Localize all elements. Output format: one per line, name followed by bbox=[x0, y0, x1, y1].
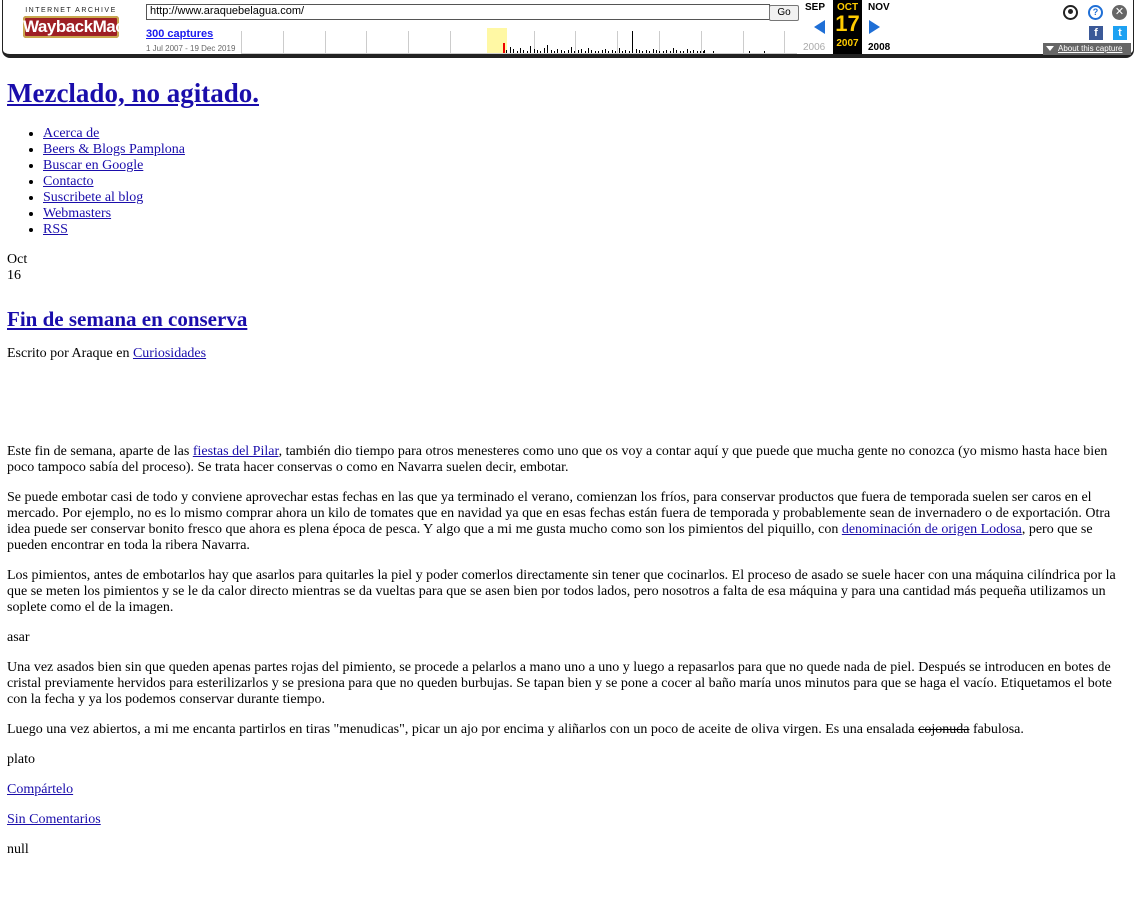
sparkline-year-tick bbox=[659, 31, 660, 53]
archived-page bbox=[7, 76, 1131, 872]
about-capture-button[interactable] bbox=[1043, 43, 1131, 55]
sparkline-year-tick bbox=[408, 31, 409, 53]
nav-link-beers-blogs[interactable]: Beers & Blogs Pamplona bbox=[43, 142, 185, 157]
sparkline-bar bbox=[574, 51, 575, 53]
sparkline-bar bbox=[564, 51, 565, 53]
sparkline-bar bbox=[588, 48, 589, 53]
null-text: null bbox=[7, 842, 29, 857]
sparkline-bar bbox=[568, 50, 569, 53]
help-icon[interactable]: ? bbox=[1088, 5, 1103, 20]
nav-item-buscar-google bbox=[43, 158, 1131, 174]
sparkline-bar bbox=[622, 51, 623, 53]
sparkline-bar bbox=[523, 50, 524, 53]
paragraph-4: Una vez asados bien sin que queden apenas partes rojas del pimiento, se procede a pelarlos a mano uno a uno y luego a repasarlos para que no quede nada de piel. Después se introducen en botes de cristal previamente hervidos para esterilizarlos y se presiona para que no queden burbujas. Se tapan bien y se pone a cocer al baño maría unos minutos para que se haga el vacío. Etiquetamos el bote con la fecha y ya los podemos conservar durante tiempo. bbox=[7, 660, 1112, 707]
p5-text-b: fabulosa. bbox=[969, 722, 1024, 737]
sparkline-bar bbox=[646, 50, 647, 53]
sparkline-bar bbox=[591, 50, 592, 53]
site-nav bbox=[7, 126, 1131, 238]
sparkline-year-tick bbox=[450, 31, 451, 53]
sparkline-year-tick bbox=[575, 31, 576, 53]
sparkline-bar bbox=[615, 51, 616, 53]
post-title bbox=[7, 306, 1131, 332]
nav-link-suscribete[interactable]: Suscribete al blog bbox=[43, 190, 144, 205]
current-month-label: OCT bbox=[836, 2, 859, 13]
sparkline-year-tick bbox=[366, 31, 367, 53]
paragraph-5 bbox=[7, 722, 1131, 738]
broken-image-asar bbox=[7, 630, 1131, 646]
sparkline-bar bbox=[670, 51, 671, 53]
sparkline-bar bbox=[534, 49, 535, 53]
sparkline-bar bbox=[520, 48, 521, 53]
next-capture-arrow-icon[interactable] bbox=[869, 20, 880, 34]
sparkline-bar bbox=[703, 51, 704, 53]
nav-item-contacto bbox=[43, 174, 1131, 190]
sparkline-bar bbox=[632, 31, 633, 53]
sparkline-bar bbox=[690, 51, 691, 53]
sparkline-bar bbox=[619, 48, 620, 53]
sparkline-bar bbox=[676, 50, 677, 53]
captures-range: 1 Jul 2007 - 19 Dec 2019 bbox=[146, 44, 236, 53]
nav-item-suscribete bbox=[43, 190, 1131, 206]
prev-year-label[interactable]: 2006 bbox=[803, 42, 826, 53]
sparkline-bar bbox=[571, 47, 572, 53]
sparkline-year-tick bbox=[283, 31, 284, 53]
post-title-link[interactable]: Fin de semana en conserva bbox=[7, 307, 248, 331]
comments-link[interactable]: Sin Comentarios bbox=[7, 812, 101, 827]
current-year-label: 2007 bbox=[836, 38, 859, 49]
sparkline-bar bbox=[595, 51, 596, 53]
next-year-label[interactable]: 2008 bbox=[868, 42, 891, 53]
post-body bbox=[7, 444, 1131, 858]
site-title-link[interactable]: Mezclado, no agitado. bbox=[7, 78, 259, 108]
broken-image-plato bbox=[7, 752, 1131, 768]
sparkline-bar bbox=[636, 49, 637, 53]
captures-sparkline[interactable] bbox=[241, 28, 797, 54]
sparkline-bar bbox=[581, 49, 582, 53]
next-month-label[interactable]: NOV bbox=[868, 2, 890, 13]
sparkline-bar bbox=[642, 51, 643, 53]
sparkline-bar bbox=[530, 46, 531, 53]
nav-item-webmasters bbox=[43, 206, 1131, 222]
sparkline-year-tick bbox=[241, 31, 242, 53]
nav-item-rss bbox=[43, 222, 1131, 238]
nav-link-rss[interactable]: RSS bbox=[43, 222, 68, 237]
p1-text-b: , también dio tiempo para otros menesteres como uno que os voy a contar aquí y que puede que mucha gente no conozca (yo mismo hasta hace bien poco tampoco sabía del proceso). Se trata hacer conservas o como en Navarra suelen decir, embotar. bbox=[7, 444, 1108, 475]
current-day-label: 17 bbox=[835, 11, 860, 36]
p5-strike: cojonuda bbox=[918, 722, 970, 737]
p5-text-a: Luego una vez abiertos, a mi me encanta partirlos en tiras "menudicas", picar un ajo por encima y aliñarlos con un poco de aceite de oliva virgen. Es una ensalada bbox=[7, 722, 919, 737]
sparkline-bar bbox=[602, 50, 603, 53]
sparkline-bar bbox=[663, 51, 664, 53]
sparkline-year-tick bbox=[701, 31, 702, 53]
paragraph-3: Los pimientos, antes de embotarlos hay que asarlos para quitarles la piel y poder comerlos directamente sin tener que cocinarlos. El proceso de asado se suele hacer con una máquina cilíndrica por la que se meten los pimientos y se le da calor directo mientras se da vueltas para que se asen bien por todos lados, pero nosotros a falta de esa máquina y para una cantidad más pequeña utilizamos un soplete como el de la imagen. bbox=[7, 568, 1116, 615]
nav-item-acerca bbox=[43, 126, 1131, 142]
p2-text-a: Se puede embotar casi de todo y conviene aprovechar estas fechas en las que ya terminado el verano, comienzan los fríos, para conservar productos que fuera de temporada suelen ser caros en el mercado. Por ejemplo, no es lo mismo comprar ahora un kilo de tomates que en navidad ya que en esas fechas están fuera de temporada y probablemente sean de invernadero o de exportación. Otra idea puede ser conservar bonito fresco que ahora es plena época de pesca. Y algo que a mi me gusta mucho como son los pimientos del piquillo, con bbox=[7, 490, 1111, 537]
nav-link-acerca[interactable]: Acerca de bbox=[43, 126, 100, 141]
sparkline-bar bbox=[693, 50, 694, 53]
sparkline-bar bbox=[517, 51, 518, 53]
go-button[interactable]: Go bbox=[769, 5, 799, 21]
sparkline-bar bbox=[697, 51, 698, 53]
post-date-day: 16 bbox=[7, 268, 21, 283]
sparkline-bar bbox=[554, 51, 555, 53]
nav-link-webmasters[interactable]: Webmasters bbox=[43, 206, 112, 221]
image-alt-asar: asar bbox=[7, 630, 30, 645]
sparkline-bar bbox=[544, 48, 545, 53]
sparkline-bar bbox=[659, 51, 660, 53]
sparkline-year-tick bbox=[743, 31, 744, 53]
sparkline-bar bbox=[551, 50, 552, 53]
sparkline-bar bbox=[649, 51, 650, 53]
byline-prefix: Escrito por Araque en bbox=[7, 346, 133, 361]
image-alt-plato: plato bbox=[7, 752, 35, 767]
sparkline-bar bbox=[700, 51, 701, 53]
sparkline-bar bbox=[656, 50, 657, 53]
sparkline-bar bbox=[605, 49, 606, 53]
comments-paragraph bbox=[7, 812, 1131, 828]
prev-capture-arrow-icon[interactable] bbox=[814, 20, 825, 34]
prev-month-label[interactable]: SEP bbox=[805, 2, 826, 13]
sparkline-bar bbox=[537, 50, 538, 53]
sparkline-bar bbox=[540, 51, 541, 53]
sparkline-bar bbox=[547, 45, 548, 53]
share-paragraph bbox=[7, 782, 1131, 798]
caret-down-icon bbox=[1046, 46, 1054, 51]
sparkline-bar bbox=[653, 49, 654, 53]
sparkline-bar bbox=[629, 51, 630, 53]
post-date-month: Oct bbox=[7, 252, 28, 267]
category-link[interactable]: Curiosidades bbox=[132, 346, 207, 361]
sparkline-bar bbox=[749, 51, 750, 53]
paragraph-2 bbox=[7, 490, 1131, 554]
sparkline-bar bbox=[683, 51, 684, 53]
sparkline-bar bbox=[557, 49, 558, 53]
wayback-toolbar bbox=[2, 0, 1134, 58]
sparkline-bar bbox=[666, 50, 667, 53]
sparkline-bar bbox=[764, 51, 765, 53]
post-byline bbox=[7, 346, 1131, 362]
twitter-icon[interactable]: t bbox=[1113, 26, 1127, 40]
fiestas-pilar-link[interactable]: fiestas del Pilar bbox=[192, 444, 279, 459]
p1-text-a: Este fin de semana, aparte de las bbox=[7, 444, 193, 459]
sparkline-bar bbox=[608, 51, 609, 53]
denominacion-origen-link[interactable]: denominación de origen Lodosa bbox=[841, 522, 1022, 537]
p2-text-b: , pero que se pueden encontrar en toda la ribera Navarra. bbox=[7, 522, 1093, 553]
logo-main-text: WaybackMachine bbox=[23, 17, 158, 36]
sparkline-bar bbox=[713, 51, 714, 53]
captures-link[interactable]: 300 captures bbox=[146, 28, 214, 40]
sparkline-bar bbox=[598, 51, 599, 53]
sparkline-bar bbox=[673, 48, 674, 53]
sparkline-bar bbox=[612, 50, 613, 53]
sparkline-bar bbox=[506, 50, 507, 53]
sparkline-bar bbox=[561, 50, 562, 53]
sparkline-bar bbox=[527, 51, 528, 53]
user-icon[interactable] bbox=[1063, 5, 1078, 20]
about-capture-label: About this capture bbox=[1058, 44, 1123, 53]
paragraph-1 bbox=[7, 444, 1131, 476]
wayback-logo[interactable] bbox=[23, 7, 158, 47]
facebook-icon[interactable]: f bbox=[1089, 26, 1103, 40]
sparkline-bar bbox=[578, 50, 579, 53]
current-date-column bbox=[833, 0, 862, 54]
sparkline-bar bbox=[513, 49, 514, 53]
sparkline-bar bbox=[687, 49, 688, 53]
site-title bbox=[7, 76, 1131, 110]
sparkline-current-capture bbox=[503, 43, 505, 53]
sparkline-year-tick bbox=[325, 31, 326, 53]
nav-item-beers-blogs bbox=[43, 142, 1131, 158]
sparkline-bar bbox=[639, 50, 640, 53]
sparkline-bar bbox=[625, 50, 626, 53]
close-icon[interactable]: ✕ bbox=[1112, 5, 1127, 20]
sparkline-bar bbox=[585, 51, 586, 53]
logo-top-text: INTERNET ARCHIVE bbox=[25, 7, 117, 14]
nav-link-buscar-google[interactable]: Buscar en Google bbox=[43, 158, 144, 173]
sparkline-year-tick bbox=[784, 31, 785, 53]
sparkline-bar bbox=[510, 47, 511, 53]
post-date bbox=[7, 252, 1131, 284]
sparkline-bar bbox=[680, 51, 681, 53]
share-link[interactable]: Compártelo bbox=[7, 782, 74, 797]
url-input[interactable]: http://www.araquebelagua.com/ bbox=[146, 4, 770, 20]
nav-link-contacto[interactable]: Contacto bbox=[43, 174, 94, 189]
